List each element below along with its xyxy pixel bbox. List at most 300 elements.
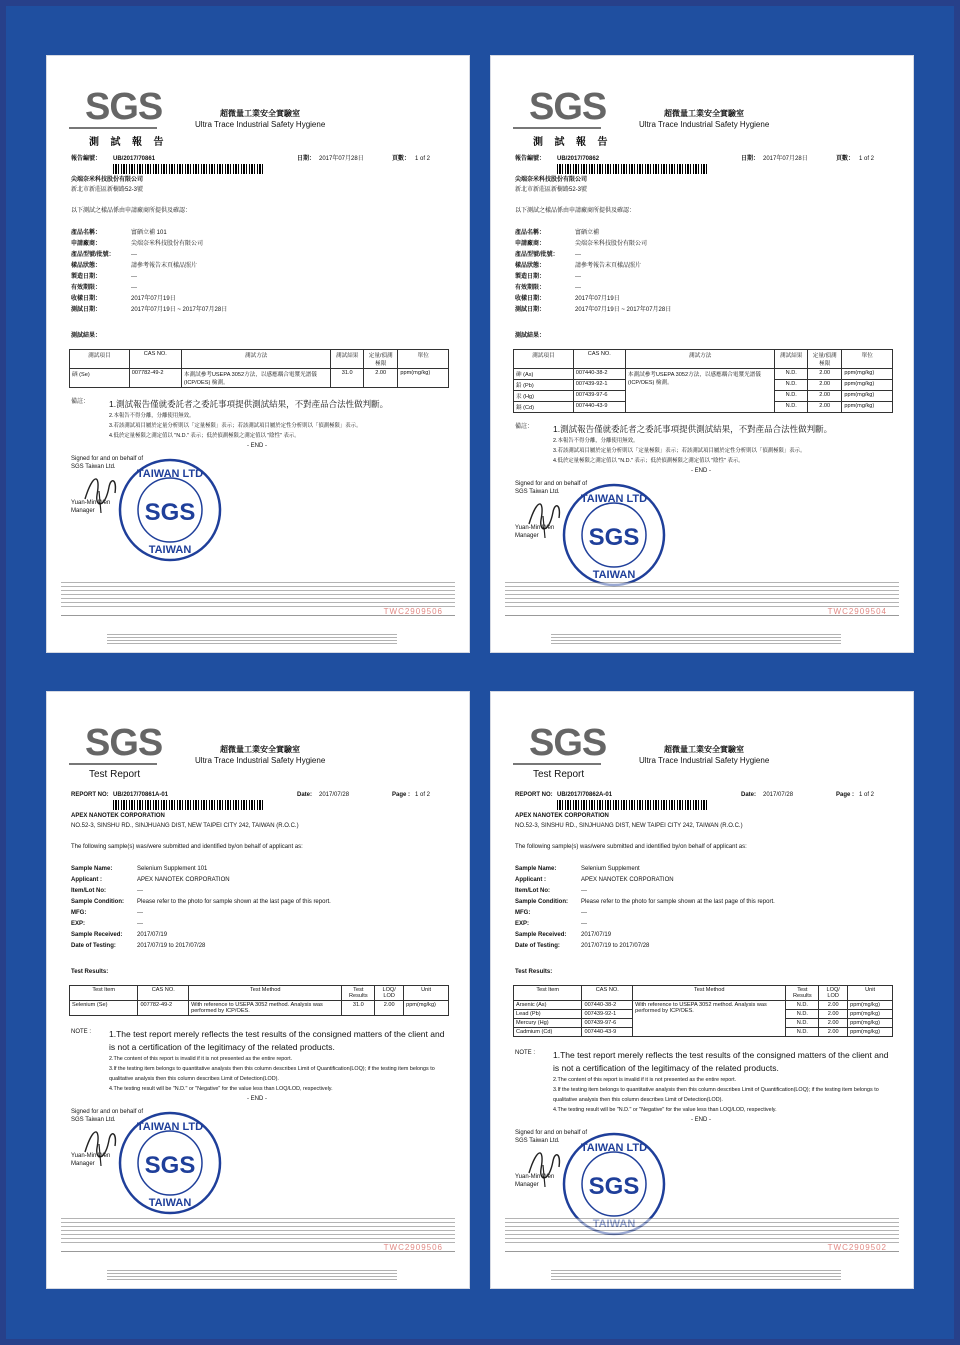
field-value: 2017/07/19: [137, 932, 168, 938]
field-row: [515, 294, 671, 305]
table-cell: 007782-49-2: [138, 1001, 189, 1016]
note-line: 2.本報告不得分離，分離使用無效。: [109, 413, 195, 419]
note-line: 4.低於定量極限之測定值以 "N.D." 表示；低於偵測極限之測定值以 "陰性" 表示。: [553, 458, 744, 464]
column-header: 測試方法: [181, 350, 331, 369]
table-cell: 2.00: [375, 1001, 404, 1016]
note-label: 備註：: [71, 399, 90, 405]
column-header: CAS NO.: [129, 350, 181, 369]
signed-line: SGS Taiwan Ltd.: [515, 489, 560, 495]
sample-fields: [515, 864, 775, 952]
notes: [109, 1028, 445, 1094]
note-label: 備註：: [515, 424, 534, 430]
column-header: 測試結果: [331, 350, 364, 369]
field-row: [515, 930, 775, 941]
field-value: ---: [581, 888, 587, 894]
logo-rule: [513, 127, 601, 129]
field-row: [71, 897, 331, 908]
results-label: 測試結果：: [515, 333, 546, 339]
logo-rule: [69, 127, 157, 129]
note-1: 1.The test report merely reflects the test results of the consigned matters of the client and is not a certification of the legitimacy of the related products.: [553, 1050, 889, 1073]
signed-line: Signed for and on behalf of: [71, 1109, 144, 1115]
results-table: [69, 349, 449, 388]
table-cell: 2.00: [807, 391, 841, 402]
results-label: Test Results:: [515, 969, 553, 975]
lab-name-en: Ultra Trace Industrial Safety Hygiene: [195, 756, 326, 765]
report-date: 2017年07月28日: [763, 156, 808, 162]
barcode: [113, 800, 263, 810]
sgs-logo: SGS: [85, 722, 163, 764]
report-date: 2017/07/28: [763, 792, 794, 798]
column-header: LOQ/ LOD: [375, 986, 404, 1001]
date-label: Date:: [297, 792, 313, 798]
note-line: 2.The content of this report is invalid if it is not presented as the entire report.: [553, 1077, 737, 1083]
table-cell: 2.00: [807, 402, 841, 413]
table-cell: 鎘 (Cd): [514, 402, 574, 413]
field-value: ---: [131, 252, 137, 258]
field-value: ---: [581, 921, 587, 927]
test-method-cell: 本測試參考USEPA 3052方法，以感應耦合電漿光譜儀(ICP/OES) 檢測。: [625, 369, 775, 413]
field-value: Selenium Supplement 101: [137, 866, 208, 872]
table-cell: ppm(mg/kg): [848, 1019, 893, 1028]
field-label: MFG:: [515, 910, 531, 916]
table-cell: 007439-97-6: [573, 391, 625, 402]
signer-line: Manager: [71, 1161, 95, 1167]
table-cell: Selenium (Se): [70, 1001, 138, 1016]
notes: [553, 1049, 889, 1115]
end-mark: - END -: [247, 1096, 267, 1102]
report-page: [47, 692, 469, 1288]
field-label: MFG:: [71, 910, 87, 916]
field-value: APEX NANOTEK CORPORATION: [581, 877, 674, 883]
table-cell: 007782-49-2: [129, 369, 181, 388]
signed-line: SGS Taiwan Ltd.: [71, 1117, 116, 1123]
field-row: [71, 908, 331, 919]
field-value: 尖端奈米科技股份有限公司: [575, 241, 648, 247]
lab-name-cn: 超微量工業安全實驗室: [664, 744, 744, 754]
table-cell: 2.00: [819, 1019, 848, 1028]
table-cell: N.D.: [775, 391, 808, 402]
field-label: 製造日期：: [515, 274, 546, 280]
field-label: Item/Lot No:: [71, 888, 106, 894]
field-value: ---: [575, 274, 581, 280]
stamp-top-text: TAIWAN LTD: [136, 1121, 204, 1133]
signer-line: Yuan-Min Wen: [71, 1153, 111, 1159]
table-cell: ppm(mg/kg): [842, 391, 893, 402]
field-label: Sample Name:: [71, 866, 113, 872]
test-method-cell: With reference to USEPA 3052 method. Analysis was performed by ICP/OES.: [189, 1001, 342, 1016]
company-address: 新北市新莊區新樹路52-3號: [71, 187, 144, 193]
field-value: 2017/07/19 to 2017/07/28: [581, 943, 650, 949]
stamp-logo: SGS: [144, 499, 196, 526]
lab-name-cn: 超微量工業安全實驗室: [664, 108, 744, 118]
note-line: 3.If the testing item belongs to quantitative analysis then this column describes Limit of Quantification(LOQ); if the testing item belongs to qualitative analysis then this column describes Limit of Detection(LOD).: [109, 1066, 435, 1082]
field-value: ---: [131, 285, 137, 291]
report-page: [47, 56, 469, 652]
field-row: [71, 272, 227, 283]
field-value: 富硒立補 101: [131, 230, 167, 236]
table-cell: 2.00: [807, 369, 841, 380]
table-cell: 31.0: [342, 1001, 375, 1016]
barcode: [113, 164, 263, 174]
field-label: 收樣日期：: [515, 296, 546, 302]
field-label: Sample Condition:: [71, 899, 124, 905]
table-cell: 2.00: [363, 369, 397, 388]
note-line: 2.The content of this report is invalid if it is not presented as the entire report.: [109, 1056, 293, 1062]
field-label: Applicant :: [515, 877, 546, 883]
field-label: 測試日期：: [515, 307, 546, 313]
page-label: 頁數：: [392, 156, 411, 162]
footer-address: [107, 634, 397, 644]
field-value: 2017年07月19日 ~ 2017年07月28日: [131, 307, 228, 313]
report-title: 測 試 報 告: [89, 137, 168, 148]
footer-code: TWC2909502: [827, 1243, 887, 1252]
column-header: LOQ/ LOD: [819, 986, 848, 1001]
sgs-logo: SGS: [529, 722, 607, 764]
field-label: 產品名稱：: [71, 230, 102, 236]
note-line: 3.If the testing item belongs to quantitative analysis then this column describes Limit of Quantification(LOQ); if the testing item belongs to qualitative analysis then this column describes Limit of Detection(LOD).: [553, 1087, 879, 1103]
table-cell: 007440-38-2: [582, 1001, 633, 1010]
table-cell: ppm(mg/kg): [842, 402, 893, 413]
table-cell: Arsenic (As): [514, 1001, 582, 1010]
table-cell: 2.00: [819, 1001, 848, 1010]
field-label: 收樣日期：: [71, 296, 102, 302]
column-header: Test Results: [786, 986, 819, 1001]
report-title: Test Report: [89, 769, 141, 780]
table-cell: N.D.: [786, 1028, 819, 1037]
sgs-logo: SGS: [85, 86, 163, 128]
notes: [109, 398, 445, 441]
results-table: [513, 349, 893, 413]
note-line: 4.The testing result will be "N.D." or "Negative" for the value less than LOQ/LOD, respectively.: [109, 1086, 333, 1092]
footer-rule: [61, 615, 455, 630]
signer: [515, 524, 554, 540]
report-no-label: REPORT NO:: [515, 792, 553, 798]
column-header: 測試項目: [70, 350, 130, 369]
field-row: [515, 250, 671, 261]
field-row: [515, 272, 671, 283]
signer: [71, 499, 110, 515]
report-no: UB/2017/70862: [557, 156, 600, 162]
field-value: 2017/07/19 to 2017/07/28: [137, 943, 206, 949]
signer-line: Manager: [515, 1182, 539, 1188]
table-row: [70, 1001, 449, 1016]
stamp-logo: SGS: [144, 1152, 196, 1179]
column-header: 測試結果: [775, 350, 808, 369]
footer-code: TWC2909504: [827, 607, 887, 616]
field-label: 製造日期：: [71, 274, 102, 280]
column-header: 測試方法: [625, 350, 775, 369]
footer-address: [551, 1270, 841, 1280]
signed-line: SGS Taiwan Ltd.: [515, 1138, 560, 1144]
field-label: EXP:: [515, 921, 530, 927]
field-value: ---: [575, 285, 581, 291]
footer-code: TWC2909506: [383, 607, 443, 616]
table-cell: 007439-97-6: [582, 1019, 633, 1028]
sgs-stamp: [561, 482, 667, 588]
sgs-stamp: [117, 457, 223, 563]
note-label: NOTE :: [515, 1050, 536, 1056]
column-header: 單位: [398, 350, 449, 369]
results-label: Test Results:: [71, 969, 109, 975]
table-cell: ppm(mg/kg): [842, 380, 893, 391]
footer-address: [551, 634, 841, 644]
signer-line: Yuan-Min Wen: [71, 500, 111, 506]
fine-print: [505, 582, 899, 610]
table-cell: 砷 (As): [514, 369, 574, 380]
column-header: Test Method: [189, 986, 342, 1001]
footer-rule: [505, 615, 899, 630]
page-number: 1 of 2: [415, 156, 431, 162]
sample-fields: [71, 228, 227, 316]
intro-text: The following sample(s) was/were submitted and identified by/on behalf of applicant as:: [71, 844, 303, 850]
signer-line: Manager: [515, 533, 539, 539]
barcode: [557, 800, 707, 810]
lab-name-cn: 超微量工業安全實驗室: [220, 744, 300, 754]
field-value: Selenium Supplement: [581, 866, 640, 872]
field-row: [515, 875, 775, 886]
date-label: 日期：: [741, 156, 760, 162]
report-no-label: 報告編號：: [71, 156, 102, 162]
table-row: [514, 1001, 893, 1010]
signed-line: Signed for and on behalf of: [71, 456, 144, 462]
field-value: ---: [137, 888, 143, 894]
table-cell: ppm(mg/kg): [398, 369, 449, 388]
field-row: [71, 283, 227, 294]
stamp-top-text: TAIWAN LTD: [580, 1142, 648, 1154]
test-method-cell: With reference to USEPA 3052 method. Analysis was performed by ICP/OES.: [633, 1001, 786, 1037]
footer-rule: [61, 1251, 455, 1266]
field-label: Item/Lot No:: [515, 888, 550, 894]
results-header-row: [70, 350, 449, 369]
results-header-row: [70, 986, 449, 1001]
report-page: [491, 692, 913, 1288]
note-1: 1.測試報告僅就委託者之委託事項提供測試結果，不對產品合法性做判斷。: [553, 424, 833, 434]
table-cell: N.D.: [775, 402, 808, 413]
signer-line: Manager: [71, 508, 95, 514]
note-line: 3.若該測試項目屬於定量分析則以「定量極限」表示；若該測試項目屬於定性分析則以「偵測極限」表示。: [553, 448, 806, 454]
stamp-bottom-text: TAIWAN: [148, 1197, 192, 1209]
stamp-bottom-text: TAIWAN: [592, 569, 636, 581]
table-row: [514, 369, 893, 380]
table-cell: N.D.: [786, 1019, 819, 1028]
note-1: 1.測試報告僅就委託者之委託事項提供測試結果，不對產品合法性做判斷。: [109, 399, 389, 409]
report-date: 2017/07/28: [319, 792, 350, 798]
field-row: [515, 864, 775, 875]
field-label: Sample Condition:: [515, 899, 568, 905]
field-label: 申請廠商：: [71, 241, 102, 247]
note-line: 4.The testing result will be "N.D." or "Negative" for the value less than LOQ/LOD, respectively.: [553, 1107, 777, 1113]
field-row: [71, 228, 227, 239]
company-address: NO.52-3, SINSHU RD., SINJHUANG DIST, NEW TAIPEI CITY 242, TAIWAN (R.O.C.): [71, 823, 299, 829]
page-label: 頁數：: [836, 156, 855, 162]
page-label: Page :: [392, 792, 411, 798]
table-cell: Lead (Pb): [514, 1010, 582, 1019]
signer-line: Yuan-Min Wen: [515, 1174, 555, 1180]
test-method-cell: 本測試參考USEPA 3052方法，以感應耦合電漿光譜儀(ICP/OES) 檢測。: [181, 369, 331, 388]
field-row: [71, 305, 227, 316]
lab-name-en: Ultra Trace Industrial Safety Hygiene: [639, 756, 770, 765]
stamp-bottom-text: TAIWAN: [148, 544, 192, 556]
field-label: 測試日期：: [71, 307, 102, 313]
table-cell: 2.00: [819, 1028, 848, 1037]
table-cell: 007440-43-9: [582, 1028, 633, 1037]
field-label: Sample Name:: [515, 866, 557, 872]
column-header: Test Method: [633, 986, 786, 1001]
sample-fields: [515, 228, 671, 316]
lab-name-cn: 超微量工業安全實驗室: [220, 108, 300, 118]
date-label: Date:: [741, 792, 757, 798]
company-name: 尖端奈米科技股份有限公司: [515, 177, 588, 183]
field-value: 2017/07/19: [581, 932, 612, 938]
end-mark: - END -: [247, 443, 267, 449]
field-row: [71, 250, 227, 261]
table-cell: 硒 (Se): [70, 369, 130, 388]
fine-print: [61, 1218, 455, 1246]
field-label: 樣品狀態：: [71, 263, 102, 269]
results-header-row: [514, 350, 893, 369]
note-line: 4.低於定量極限之測定值以 "N.D." 表示；低於偵測極限之測定值以 "陰性" 表示。: [109, 433, 300, 439]
table-cell: 007439-92-1: [573, 380, 625, 391]
company-name: APEX NANOTEK CORPORATION: [71, 813, 165, 819]
table-cell: ppm(mg/kg): [404, 1001, 449, 1016]
table-cell: 007440-43-9: [573, 402, 625, 413]
field-label: 產品名稱：: [515, 230, 546, 236]
table-cell: N.D.: [775, 380, 808, 391]
table-cell: 鉛 (Pb): [514, 380, 574, 391]
report-title: 測 試 報 告: [533, 137, 612, 148]
report-no: UB/2017/70861A-01: [113, 792, 169, 798]
field-row: [71, 239, 227, 250]
notes: [553, 423, 889, 466]
signer-line: Yuan-Min Wen: [515, 525, 555, 531]
intro-text: 以下測試之樣品係由申請廠商所提供及確認：: [515, 208, 636, 214]
table-cell: 汞 (Hg): [514, 391, 574, 402]
date-label: 日期：: [297, 156, 316, 162]
intro-text: 以下測試之樣品係由申請廠商所提供及確認：: [71, 208, 192, 214]
intro-text: The following sample(s) was/were submitted and identified by/on behalf of applicant as:: [515, 844, 747, 850]
column-header: Test Item: [514, 986, 582, 1001]
field-label: 樣品狀態：: [515, 263, 546, 269]
table-cell: 2.00: [819, 1010, 848, 1019]
field-row: [515, 897, 775, 908]
field-label: Applicant :: [71, 877, 102, 883]
results-header-row: [514, 986, 893, 1001]
field-row: [515, 239, 671, 250]
stamp-top-text: TAIWAN LTD: [136, 468, 204, 480]
signer: [71, 1152, 110, 1168]
column-header: Unit: [848, 986, 893, 1001]
note-1: 1.The test report merely reflects the test results of the consigned matters of the client and is not a certification of the legitimacy of the related products.: [109, 1029, 445, 1052]
field-label: EXP:: [71, 921, 86, 927]
table-cell: ppm(mg/kg): [842, 369, 893, 380]
column-header: CAS NO.: [582, 986, 633, 1001]
field-row: [71, 941, 331, 952]
field-value: 請參考報告末頁樣品照片: [575, 263, 642, 269]
column-header: CAS NO.: [573, 350, 625, 369]
table-row: [70, 369, 449, 388]
field-value: ---: [131, 274, 137, 280]
report-page: [491, 56, 913, 652]
table-cell: ppm(mg/kg): [848, 1001, 893, 1010]
page-number: 1 of 2: [415, 792, 431, 798]
column-header: CAS NO.: [138, 986, 189, 1001]
field-row: [515, 305, 671, 316]
field-row: [71, 864, 331, 875]
field-label: Date of Testing:: [515, 943, 560, 949]
field-value: Please refer to the photo for sample shown at the last page of this report.: [137, 899, 331, 905]
field-row: [515, 941, 775, 952]
field-value: 富硒立補: [575, 230, 600, 236]
field-row: [71, 886, 331, 897]
column-header: 測試項目: [514, 350, 574, 369]
sample-fields: [71, 864, 331, 952]
page-number: 1 of 2: [859, 792, 875, 798]
field-label: Date of Testing:: [71, 943, 116, 949]
table-cell: Mercury (Hg): [514, 1019, 582, 1028]
footer-code: TWC2909506: [383, 1243, 443, 1252]
sgs-stamp: [117, 1110, 223, 1216]
column-header: 定量/偵測極限: [363, 350, 397, 369]
report-title: Test Report: [533, 769, 585, 780]
report-no-label: 報告編號：: [515, 156, 546, 162]
barcode: [557, 164, 707, 174]
column-header: Unit: [404, 986, 449, 1001]
field-value: 2017年07月19日: [575, 296, 620, 302]
report-no: UB/2017/70861: [113, 156, 156, 162]
report-date: 2017年07月28日: [319, 156, 364, 162]
page-number: 1 of 2: [859, 156, 875, 162]
field-row: [71, 919, 331, 930]
table-cell: N.D.: [775, 369, 808, 380]
field-label: Sample Received:: [515, 932, 567, 938]
column-header: Test Results: [342, 986, 375, 1001]
field-row: [515, 228, 671, 239]
field-value: ---: [137, 910, 143, 916]
company-address: NO.52-3, SINSHU RD., SINJHUANG DIST, NEW TAIPEI CITY 242, TAIWAN (R.O.C.): [515, 823, 743, 829]
field-row: [71, 930, 331, 941]
table-cell: N.D.: [786, 1001, 819, 1010]
field-label: 產品型號/批號：: [515, 252, 559, 258]
signed-line: SGS Taiwan Ltd.: [71, 464, 116, 470]
results-table: [69, 985, 449, 1016]
table-cell: 2.00: [807, 380, 841, 391]
report-no: UB/2017/70862A-01: [557, 792, 613, 798]
stamp-logo: SGS: [588, 1173, 640, 1200]
table-cell: N.D.: [786, 1010, 819, 1019]
field-value: Please refer to the photo for sample shown at the last page of this report.: [581, 899, 775, 905]
field-label: 有效期限：: [515, 285, 546, 291]
column-header: Test Item: [70, 986, 138, 1001]
column-header: 單位: [842, 350, 893, 369]
report-no-label: REPORT NO:: [71, 792, 109, 798]
lab-name-en: Ultra Trace Industrial Safety Hygiene: [639, 120, 770, 129]
field-row: [71, 261, 227, 272]
field-value: ---: [137, 921, 143, 927]
field-value: APEX NANOTEK CORPORATION: [137, 877, 230, 883]
lab-name-en: Ultra Trace Industrial Safety Hygiene: [195, 120, 326, 129]
end-mark: - END -: [691, 468, 711, 474]
field-value: 2017年07月19日 ~ 2017年07月28日: [575, 307, 672, 313]
note-line: 2.本報告不得分離，分離使用無效。: [553, 438, 639, 444]
company-name: APEX NANOTEK CORPORATION: [515, 813, 609, 819]
note-label: NOTE :: [71, 1029, 92, 1035]
field-value: 尖端奈米科技股份有限公司: [131, 241, 204, 247]
logo-rule: [69, 763, 157, 765]
note-line: 3.若該測試項目屬於定量分析則以「定量極限」表示；若該測試項目屬於定性分析則以「偵測極限」表示。: [109, 423, 362, 429]
table-cell: ppm(mg/kg): [848, 1010, 893, 1019]
table-cell: ppm(mg/kg): [848, 1028, 893, 1037]
field-value: ---: [575, 252, 581, 258]
